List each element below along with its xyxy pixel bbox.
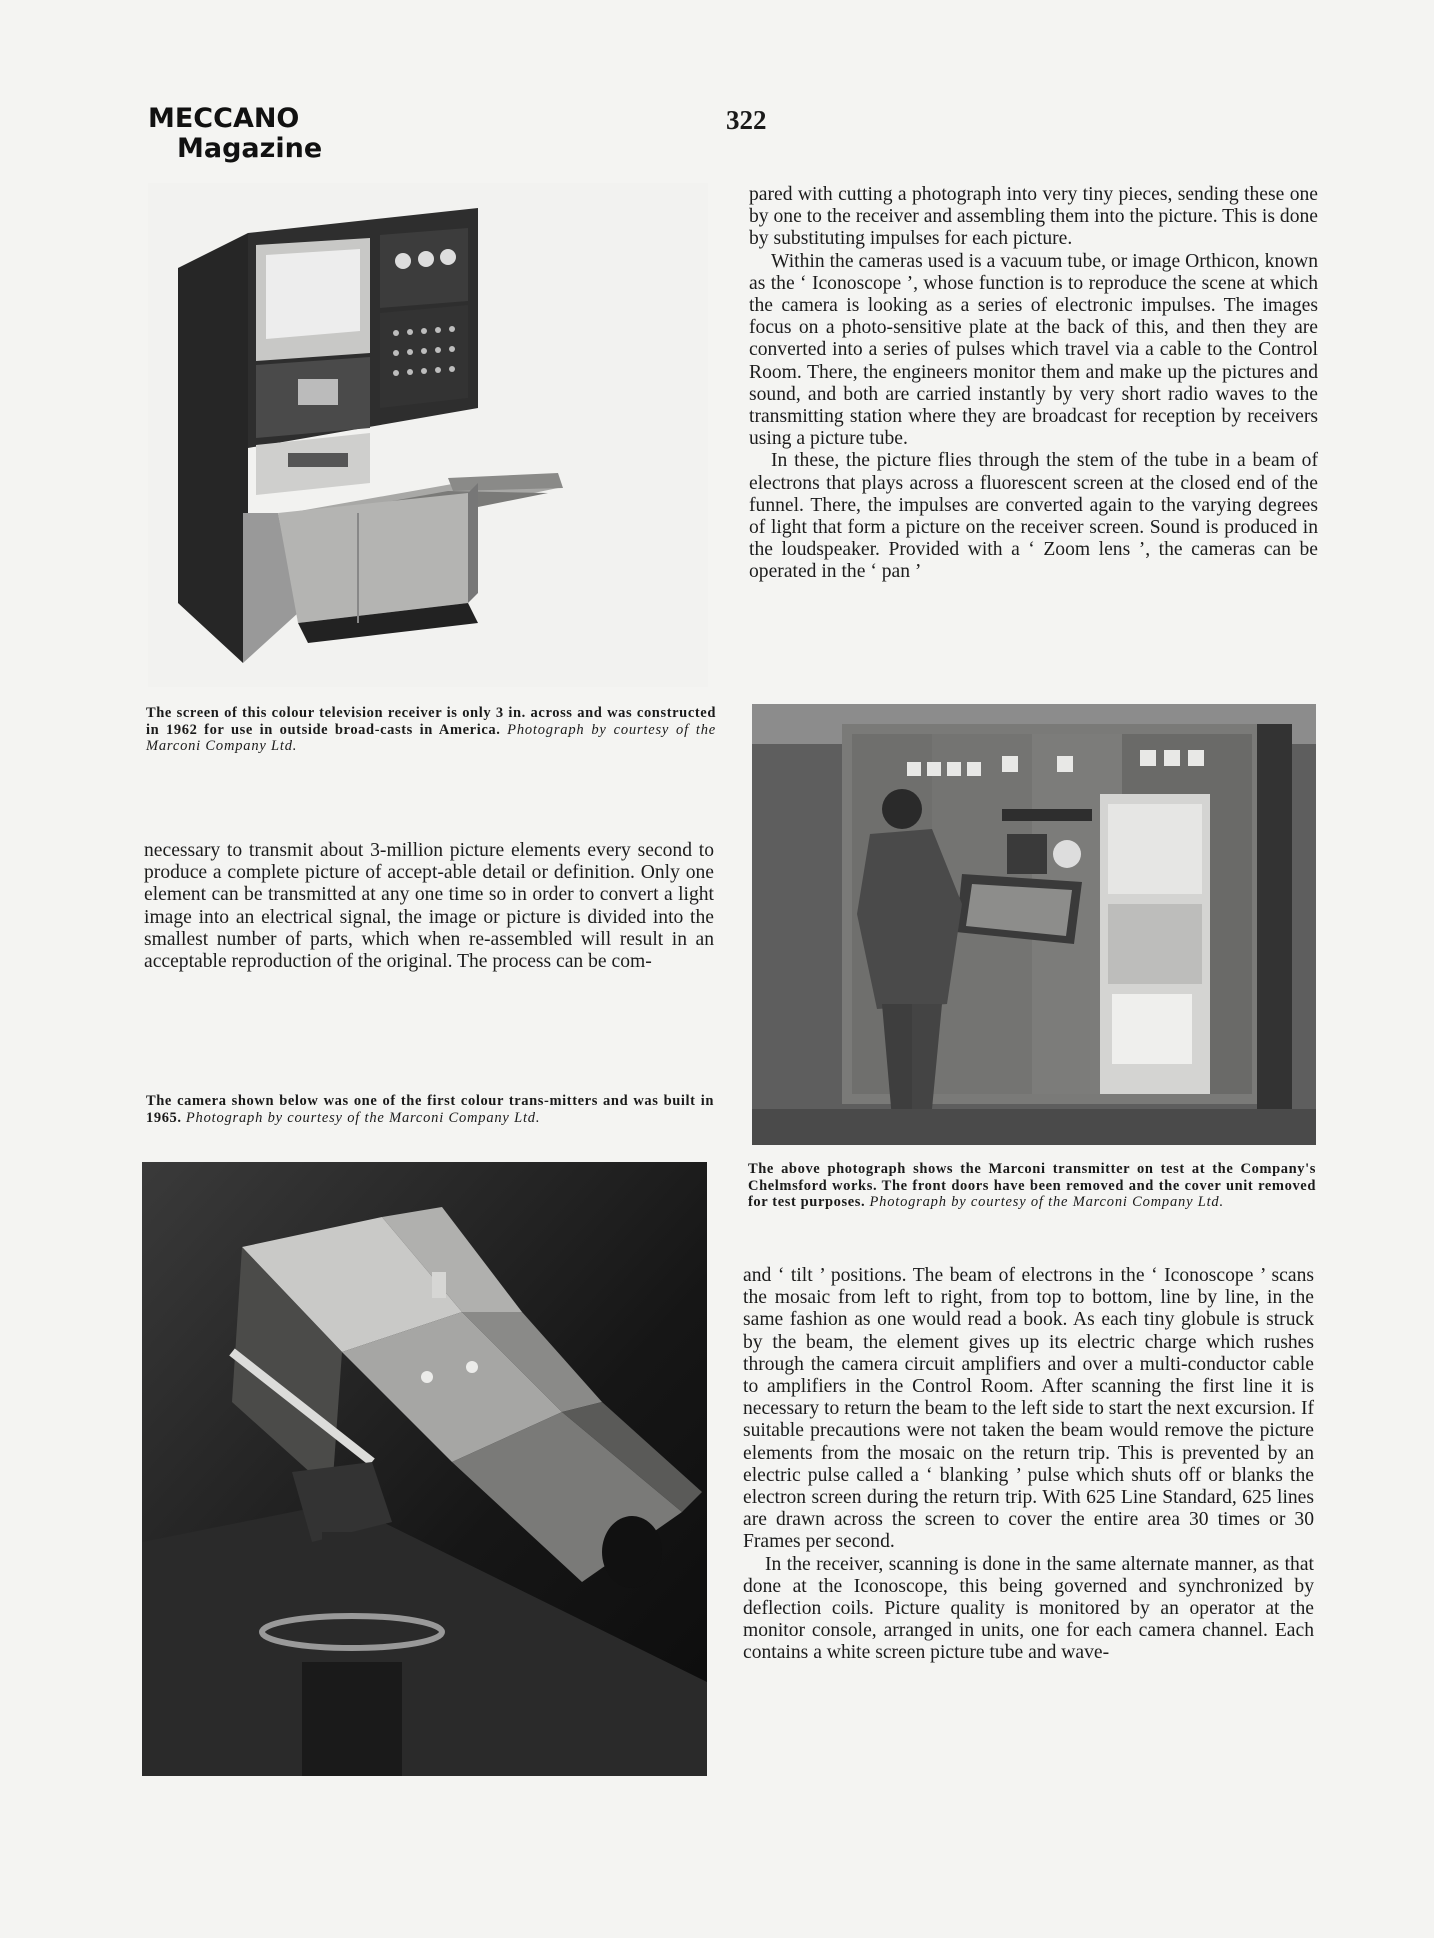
article-paragraph: necessary to transmit about 3-million picture elements every second to produce a complete picture of accept-able detail or definition. Only one element can be transmitted at any one time so in order to convert a light image into an electrical signal, the image or picture is divided into the smallest number of parts, which when re-assembled will result in an acceptable reproduction of the original. The process can be com- — [144, 840, 714, 973]
article-right-bottom — [743, 1265, 1314, 1665]
masthead-line2: Magazine — [177, 133, 323, 164]
transmitter-photo — [752, 704, 1316, 1145]
camera-caption-credit: Photograph by courtesy of the Marconi Company Ltd. — [185, 1109, 541, 1126]
article-paragraph: In the receiver, scanning is done in the same alternate manner, as that done at the Iconoscope, this being governed and synchronized by deflection coils. Picture quality is monitored by an operator at the monitor console, arranged in units, one for each camera channel. Each contains a white screen picture tube and wave- — [743, 1553, 1314, 1664]
tv-receiver-photo — [148, 183, 708, 687]
tv-receiver-caption — [146, 705, 716, 755]
marconi-transmitter-photo — [752, 704, 1316, 1145]
tv-receiver-caption-credit: Photograph by courtesy of the Marconi Company Ltd. — [146, 721, 716, 754]
colour-tv-console-photo — [148, 183, 708, 687]
transmitter-caption-credit: Photograph by courtesy of the Marconi Company Ltd. — [869, 1194, 1224, 1210]
article-paragraph: Within the cameras used is a vacuum tube, or image Orthicon, known as the ‘ Iconoscope ’, whose function is to reproduce the scene at which the camera is looking as a series of electronic impulses. The images focus on a photo-sensitive plate at the back of this, and then they are converted into a series of pulses which travel via a cable to the Control Room. There, the engineers monitor them and make up the pictures and sound, and both are carried instantly by very short radio waves to the transmitting station where they are broadcast for reception by receivers using a picture tube. — [749, 250, 1318, 450]
article-paragraph: and ‘ tilt ’ positions. The beam of electrons in the ‘ Iconoscope ’ scans the mosaic from left to right, from top to bottom, line by line, in the same fashion as one would read a book. As each tiny globule is struck by the beam, the element gives up its electric charge which rushes through the camera circuit amplifiers and over a multi-conductor cable to amplifiers in the Control Room. After scanning the first line it is necessary to return the beam to the left side to start the next excursion. If suitable precautions were not taken the beam would remove the picture elements from the mosaic on the return trip. This is prevented by an electric pulse called a ‘ blanking ’ pulse which shuts off or blanks the electron screen during the return trip. With 625 Line Standard, 625 lines are drawn across the screen to cover the entire area 30 times or 30 Frames per second. — [743, 1265, 1314, 1553]
article-right-top — [749, 184, 1318, 584]
camera-photo — [142, 1162, 707, 1776]
colour-tv-camera-photo — [142, 1162, 707, 1776]
tv-receiver-caption-text: The screen of this colour television receiver is only 3 in. across and was constructed in 1962 for use in outside broad-casts in America. — [146, 705, 716, 738]
camera-caption-text: The camera shown below was one of the first colour trans-mitters and was built in 1965. — [146, 1093, 714, 1126]
page-number: 322 — [726, 105, 767, 135]
transmitter-caption-text: The above photograph shows the Marconi transmitter on test at the Company's Chelmsford works. The front doors have been removed and the cover unit removed for test purposes. — [748, 1161, 1316, 1210]
magazine-masthead — [148, 104, 322, 164]
article-paragraph: In these, the picture flies through the stem of the tube in a beam of electrons that plays across a fluorescent screen at the closed end of the funnel. There, the impulses are converted again to the varying degrees of light that form a picture on the receiver screen. Sound is produced in the loudspeaker. Provided with a ‘ Zoom lens ’, the cameras can be operated in the ‘ pan ’ — [749, 450, 1318, 583]
article-left-middle — [144, 840, 714, 973]
masthead-line1: MECCANO — [148, 103, 300, 134]
transmitter-caption — [748, 1161, 1316, 1211]
article-paragraph: pared with cutting a photograph into very tiny pieces, sending these one by one to the receiver and assembling them into the picture. This is done by substituting impulses for each picture. — [749, 184, 1318, 250]
camera-caption — [146, 1093, 714, 1126]
